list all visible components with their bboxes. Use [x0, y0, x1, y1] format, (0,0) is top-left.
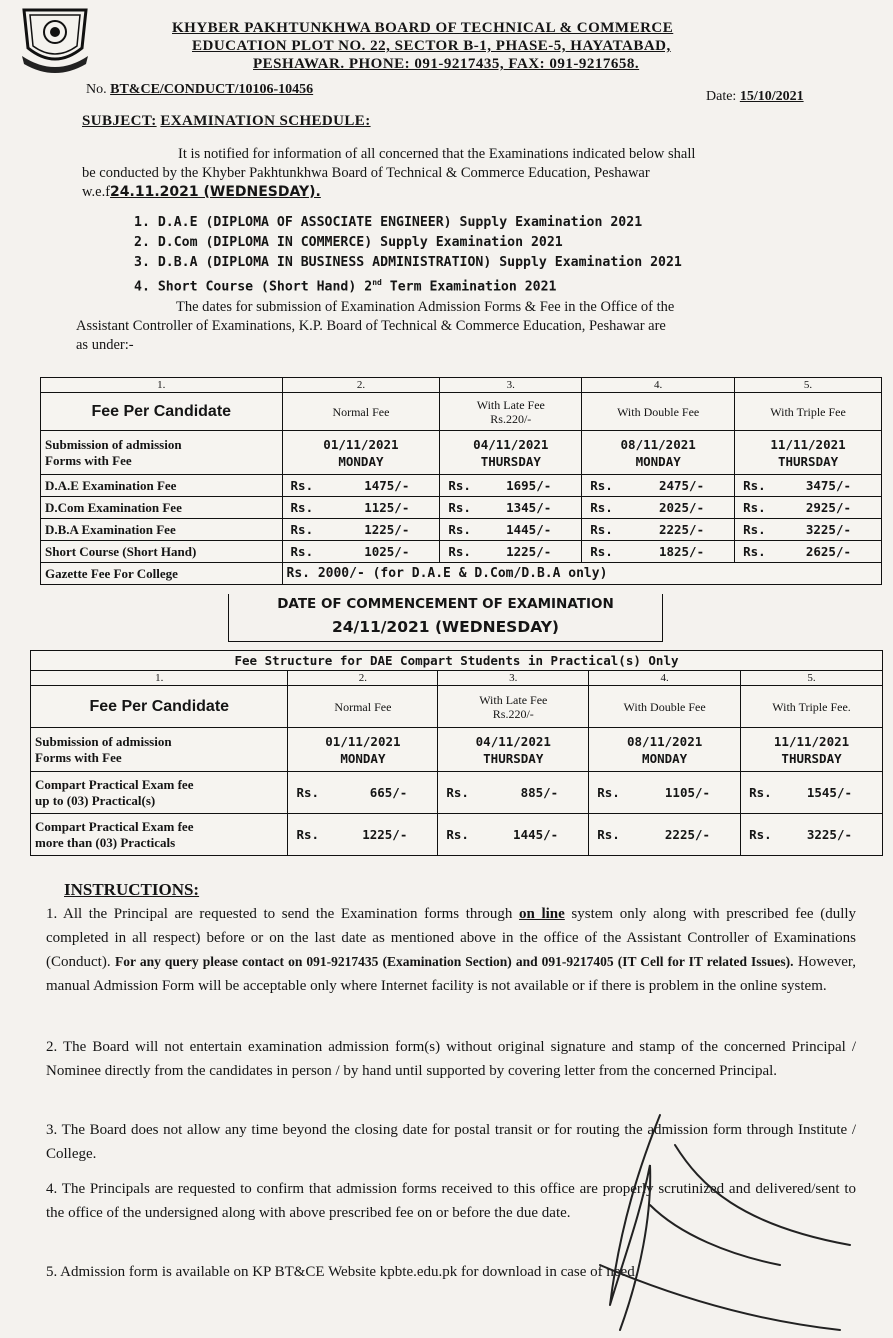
exam-item: 2. D.Com (DIPLOMA IN COMMERCE) Supply Examination 2021: [134, 235, 563, 250]
fee-cell: Rs. 2625/-: [735, 541, 882, 563]
exam-list: [134, 213, 682, 297]
fee-cell: Rs. 2225/-: [589, 814, 741, 856]
fee-cell: Rs. 1825/-: [582, 541, 735, 563]
fee-cell: Rs. 2225/-: [582, 519, 735, 541]
submission-date-row: [31, 728, 883, 772]
instruction-item: 1. All the Principal are requested to send the Examination forms through on line system only along with prescribed fee (dully completed in all respect) before or on the last date as mentioned above in the office of the Assistant Controller of Examinations (Conduct). For any query please contact on 091-9217435 (Examination Section) and 091-9217405 (IT Cell for IT related Issues). However, manual Admission Form will be acceptable only where Internet facility is not available or if there is problem in the online system.: [46, 906, 857, 994]
col-number: 4.: [589, 671, 741, 686]
row-label: Short Course (Short Hand): [41, 541, 283, 563]
date-cell: 11/11/2021 THURSDAY: [735, 431, 882, 475]
normal-fee-header: Normal Fee: [288, 686, 438, 728]
commencement-title: DATE OF COMMENCEMENT OF EXAMINATION: [277, 596, 614, 612]
reference-number: No. BT&CE/CONDUCT/10106-10456: [86, 82, 314, 97]
fee-cell: Rs. 2025/-: [582, 497, 735, 519]
date-cell: 01/11/2021 MONDAY: [282, 431, 440, 475]
table-row: [31, 772, 883, 814]
date-cell: 08/11/2021 MONDAY: [589, 728, 741, 772]
double-fee-header: With Double Fee: [582, 393, 735, 431]
row-label: Compart Practical Exam fee more than (03) Practicals: [31, 814, 288, 856]
exam-item: 3. D.B.A (DIPLOMA IN BUSINESS ADMINISTRATION) Supply Examination 2021: [134, 255, 682, 270]
fee-per-candidate-header: Fee Per Candidate: [31, 686, 288, 728]
letter-date: Date: 15/10/2021: [706, 89, 804, 104]
fee-cell: Rs. 1695/-: [440, 475, 582, 497]
fee-cell: Rs. 885/-: [438, 772, 589, 814]
exam-item: 4. Short Course (Short Hand) 2nd Term Examination 2021: [134, 278, 557, 295]
col-number: 3.: [438, 671, 589, 686]
row-label: D.A.E Examination Fee: [41, 475, 283, 497]
instruction-item: 5. Admission form is available on KP BT&CE Website kpbte.edu.pk for download in case of need.: [46, 1264, 639, 1280]
fee-cell: Rs. 3225/-: [741, 814, 883, 856]
col-number: 2.: [282, 378, 440, 393]
table-row: [31, 814, 883, 856]
date-cell: 01/11/2021 MONDAY: [288, 728, 438, 772]
fee-table: [40, 377, 882, 585]
instruction-item: 2. The Board will not entertain examination admission form(s) without original signature and stamp of the concerned Principal / Nominee directly from the candidates in person / by hand until supported by covering letter from the concerned Principal.: [46, 1039, 856, 1079]
date-cell: 04/11/2021 THURSDAY: [438, 728, 589, 772]
instruction-item: 3. The Board does not allow any time beyond the closing date for postal transit or for routing the admission form through Institute / College.: [46, 1122, 856, 1162]
col-number: 2.: [288, 671, 438, 686]
gazette-fee-value: Rs. 2000/- (for D.A.E & D.Com/D.B.A only): [282, 563, 881, 585]
triple-fee-header: With Triple Fee.: [741, 686, 883, 728]
header-address: EDUCATION PLOT NO. 22, SECTOR B-1, PHASE-5, HAYATABAD,: [192, 38, 671, 54]
header-contact: PESHAWAR. PHONE: 091-9217435, FAX: 091-9217658.: [253, 56, 640, 72]
fee-cell: Rs. 2925/-: [735, 497, 882, 519]
fee-cell: Rs. 1545/-: [741, 772, 883, 814]
date-cell: 08/11/2021 MONDAY: [582, 431, 735, 475]
fee-cell: Rs. 1225/-: [282, 519, 440, 541]
intro-paragraph: It is notified for information of all concerned that the Examinations indicated below shall be conducted by the Khyber Pakhtunkhwa Board of Technical & Commerce Education, Peshawar w.e.f24.11.2021 (WEDNESDAY).: [82, 146, 696, 200]
fee-cell: Rs. 1225/-: [288, 814, 438, 856]
fee-cell: Rs. 1445/-: [440, 519, 582, 541]
table-row: [41, 475, 882, 497]
fee-cell: Rs. 665/-: [288, 772, 438, 814]
fee-cell: Rs. 1105/-: [589, 772, 741, 814]
table-row: [41, 497, 882, 519]
row-label: Compart Practical Exam fee up to (03) Practical(s): [31, 772, 288, 814]
date-cell: 11/11/2021 THURSDAY: [741, 728, 883, 772]
row-label: D.Com Examination Fee: [41, 497, 283, 519]
header-board-name: KHYBER PAKHTUNKHWA BOARD OF TECHNICAL & COMMERCE: [172, 20, 674, 36]
fee-cell: Rs. 1445/-: [438, 814, 589, 856]
table-row: [41, 519, 882, 541]
late-fee-header: With Late Fee Rs.220/-: [438, 686, 589, 728]
date-cell: 04/11/2021 THURSDAY: [440, 431, 582, 475]
col-number: 4.: [582, 378, 735, 393]
fee-cell: Rs. 3475/-: [735, 475, 882, 497]
submission-paragraph: The dates for submission of Examination Admission Forms & Fee in the Office of the Assistant Controller of Examinations, K.P. Board of Technical & Commerce Education, Peshawar are as under:-: [76, 299, 675, 353]
commencement-date: 24/11/2021 (WEDNESDAY): [331, 618, 560, 636]
submission-date-row: [41, 431, 882, 475]
row-label: D.B.A Examination Fee: [41, 519, 283, 541]
gazette-row: [41, 563, 882, 585]
compart-table-title: Fee Structure for DAE Compart Students in Practical(s) Only: [31, 651, 883, 671]
fee-per-candidate-header: Fee Per Candidate: [41, 393, 283, 431]
subject-line: SUBJECT: EXAMINATION SCHEDULE:: [82, 113, 371, 129]
commencement-box: [228, 594, 663, 642]
row-label: Gazette Fee For College: [41, 563, 283, 585]
board-seal-logo: [16, 4, 94, 74]
col-number: 1.: [41, 378, 283, 393]
late-fee-header: With Late Fee Rs.220/-: [440, 393, 582, 431]
instructions-title: INSTRUCTIONS:: [64, 880, 200, 899]
triple-fee-header: With Triple Fee: [735, 393, 882, 431]
col-number: 5.: [735, 378, 882, 393]
fee-cell: Rs. 1345/-: [440, 497, 582, 519]
fee-cell: Rs. 1475/-: [282, 475, 440, 497]
fee-cell: Rs. 1125/-: [282, 497, 440, 519]
fee-cell: Rs. 1025/-: [282, 541, 440, 563]
table-row: [41, 541, 882, 563]
normal-fee-header: Normal Fee: [282, 393, 440, 431]
fee-cell: Rs. 2475/-: [582, 475, 735, 497]
compart-fee-table: [30, 650, 883, 856]
instruction-item: 4. The Principals are requested to confirm that admission forms received to this office are properly scrutinized and delivered/sent to the office of the undersigned along with above prescribed fee on or before the due date.: [46, 1181, 856, 1221]
row-label: Submission of admission Forms with Fee: [41, 431, 283, 475]
double-fee-header: With Double Fee: [589, 686, 741, 728]
col-number: 3.: [440, 378, 582, 393]
col-number: 1.: [31, 671, 288, 686]
row-label: Submission of admission Forms with Fee: [31, 728, 288, 772]
fee-cell: Rs. 3225/-: [735, 519, 882, 541]
col-number: 5.: [741, 671, 883, 686]
exam-item: 1. D.A.E (DIPLOMA OF ASSOCIATE ENGINEER) Supply Examination 2021: [134, 215, 643, 230]
fee-cell: Rs. 1225/-: [440, 541, 582, 563]
